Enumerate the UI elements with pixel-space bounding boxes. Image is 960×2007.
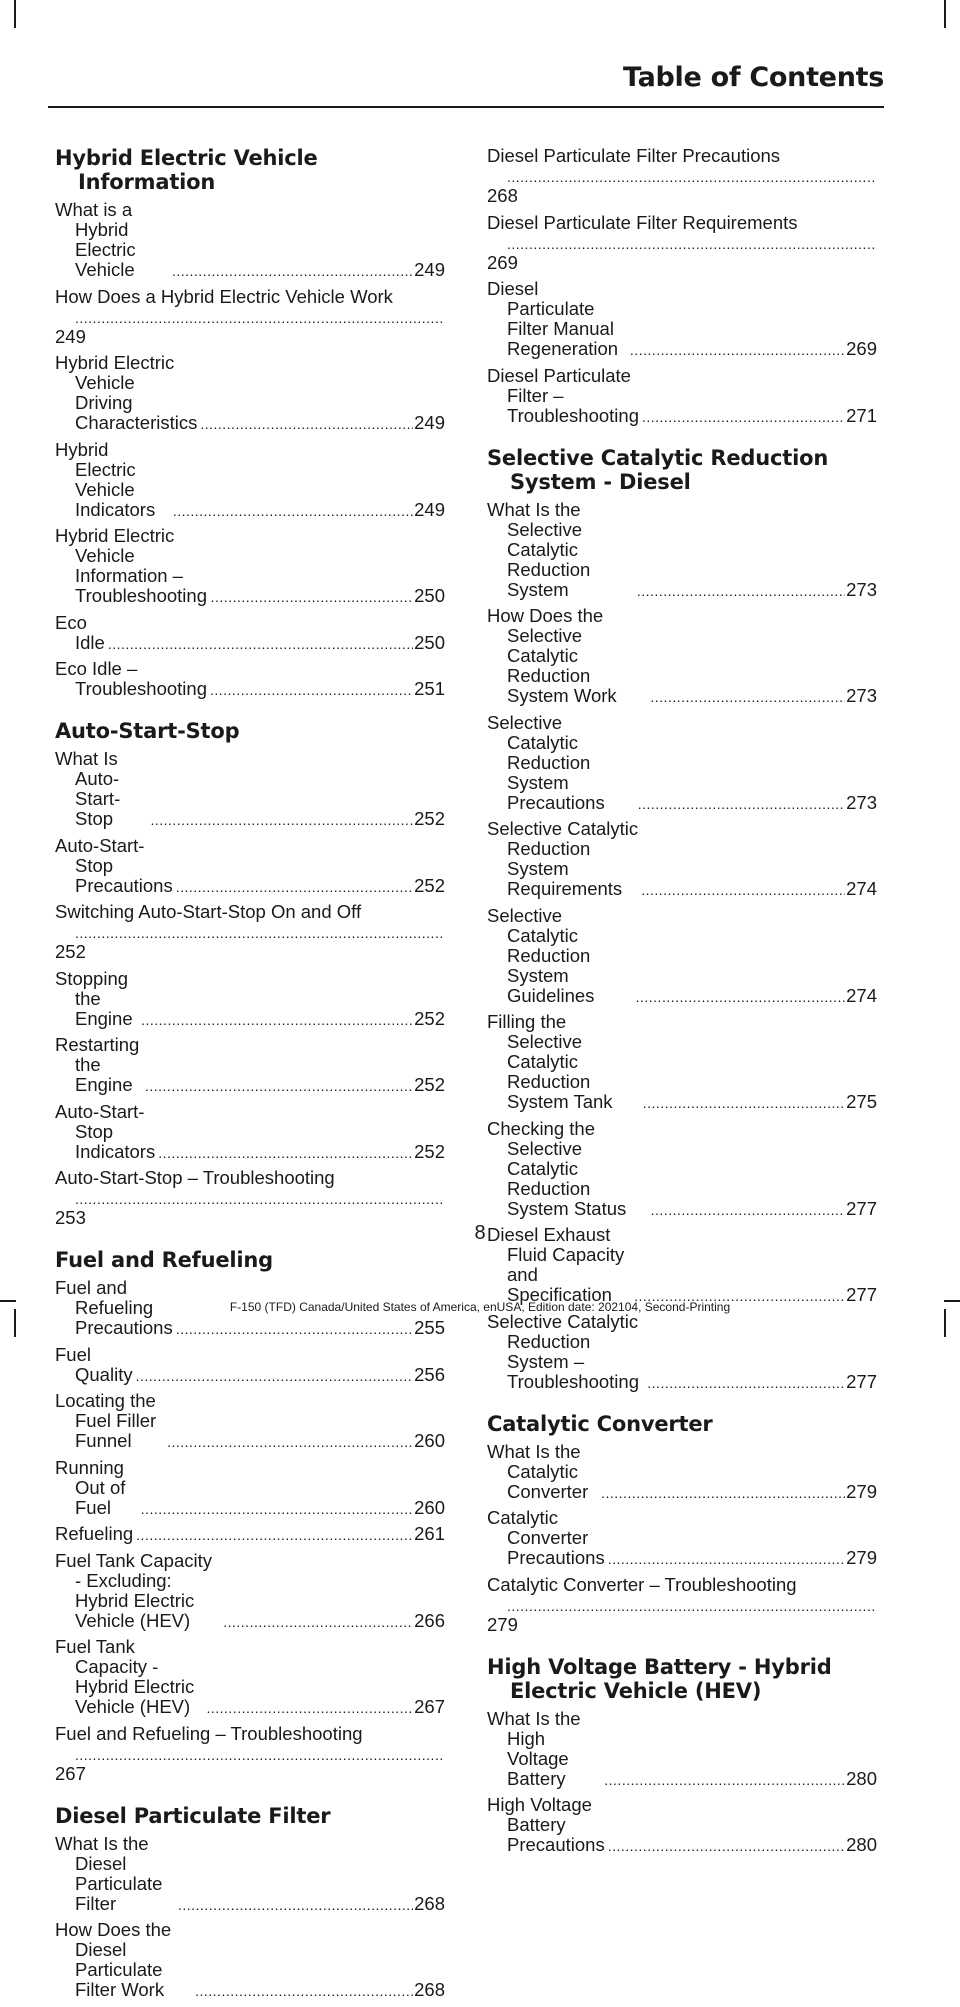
toc-entry-page: 268 — [414, 1979, 445, 2000]
toc-entry-label: Fuel and Refueling – Troubleshooting — [55, 1722, 363, 1744]
dot-leader — [647, 1372, 845, 1392]
toc-entry-label: Eco Idle — [55, 611, 105, 653]
section-heading: Fuel and Refueling — [55, 1248, 273, 1272]
dot-leader — [141, 1009, 413, 1029]
toc-entry[interactable] — [55, 1102, 445, 1162]
toc-entry-page: 249 — [414, 498, 445, 520]
toc-entry-page: 277 — [846, 1370, 877, 1392]
dot-leader — [145, 1075, 413, 1095]
toc-entry-label: What Is the Catalytic Converter — [487, 1440, 589, 1502]
toc-entry-page: 277 — [846, 1197, 877, 1219]
toc-entry-label: Fuel Tank Capacity - Hybrid Electric Vehicle (HEV) — [55, 1636, 195, 1717]
toc-entry-page: 252 — [414, 1074, 445, 1095]
toc-entry-page: 250 — [414, 585, 445, 606]
toc-entry-label: Diesel Particulate Filter Manual Regeneration — [487, 278, 619, 359]
toc-entry[interactable] — [55, 200, 445, 280]
dot-leader — [178, 1894, 413, 1914]
toc-entry[interactable] — [487, 1119, 877, 1219]
dot-leader — [608, 1548, 845, 1568]
toc-entry-label: Running Out of Fuel — [55, 1456, 126, 1518]
toc-entry-page: 260 — [414, 1496, 445, 1518]
toc-entry[interactable] — [55, 1724, 445, 1784]
toc-entry-page: 269 — [487, 251, 518, 273]
toc-entry-page: 268 — [487, 185, 518, 206]
toc-entry-page: 266 — [414, 1609, 445, 1631]
dot-leader — [642, 406, 845, 426]
toc-entry-label: How Does the Selective Catalytic Reduction System Work — [487, 605, 617, 706]
toc-entry[interactable] — [55, 659, 445, 699]
toc-entry-page: 279 — [846, 1480, 877, 1502]
toc-entry[interactable] — [55, 1637, 445, 1717]
toc-entry-label: Diesel Particulate Filter Precautions — [487, 145, 781, 166]
toc-entry-page: 273 — [846, 578, 877, 600]
dot-leader — [487, 166, 876, 186]
dot-leader — [173, 500, 413, 520]
dot-leader — [172, 260, 413, 280]
toc-section — [487, 146, 877, 426]
dot-leader — [167, 1431, 413, 1451]
toc-entry[interactable] — [55, 526, 445, 606]
toc-entry[interactable] — [487, 1442, 877, 1502]
dot-leader — [601, 1482, 845, 1502]
toc-entry-page: 249 — [55, 325, 86, 347]
dot-leader — [206, 1697, 413, 1717]
toc-entry[interactable] — [55, 1920, 445, 2000]
dot-leader — [55, 1744, 444, 1764]
toc-entry[interactable] — [487, 146, 877, 206]
toc-entry[interactable] — [55, 836, 445, 896]
dot-leader — [136, 1365, 414, 1385]
toc-entry-label: Selective Catalytic Reduction System Guidelines — [487, 904, 595, 1006]
toc-entry-page: 273 — [846, 685, 877, 706]
dot-leader — [608, 1835, 845, 1855]
toc-entry[interactable] — [487, 500, 877, 600]
toc-right-column — [487, 146, 877, 1862]
toc-section — [55, 719, 445, 1228]
toc-entry-page: 280 — [846, 1767, 877, 1789]
toc-entry[interactable] — [55, 353, 445, 433]
toc-entry-page: 271 — [846, 404, 877, 426]
toc-entry-page: 274 — [846, 878, 877, 899]
toc-entry-page: 274 — [846, 984, 877, 1006]
dot-leader — [141, 1498, 413, 1518]
toc-entry-label: Eco Idle – Troubleshooting — [55, 658, 207, 699]
toc-section — [55, 1804, 445, 2001]
crop-mark — [14, 0, 16, 28]
toc-entry-label: Hybrid Electric Vehicle Driving Characteristics — [55, 352, 198, 433]
toc-entry[interactable] — [55, 1345, 445, 1385]
dot-leader — [210, 679, 413, 699]
toc-entry-page: 250 — [414, 631, 445, 653]
toc-entry-page: 249 — [414, 412, 445, 433]
toc-entry-label: Restarting the Engine — [55, 1034, 140, 1095]
toc-entry-label: Fuel and Refueling Precautions — [55, 1277, 173, 1338]
dot-leader — [150, 809, 413, 829]
toc-entry-label: What Is the High Voltage Battery — [487, 1707, 581, 1789]
toc-entry-label: Selective Catalytic Reduction System – Troubleshooting — [487, 1310, 639, 1392]
toc-entry-label: Selective Catalytic Reduction System Precautions — [487, 711, 605, 813]
toc-entry-page: 269 — [846, 338, 877, 359]
toc-entry-label: Switching Auto-Start-Stop On and Off — [55, 901, 362, 922]
toc-entry[interactable] — [55, 969, 445, 1029]
toc-section — [55, 1248, 445, 1784]
toc-entry[interactable] — [55, 287, 445, 347]
dot-leader — [604, 1769, 845, 1789]
toc-section — [487, 1655, 877, 1856]
toc-entry-label: Auto-Start-Stop Precautions — [55, 834, 173, 896]
toc-left-column — [55, 146, 445, 2007]
toc-entry[interactable] — [487, 819, 877, 899]
toc-entry[interactable] — [55, 1168, 445, 1228]
toc-entry-label: Diesel Exhaust Fluid Capacity and Specification — [487, 1224, 625, 1305]
page-title: Table of Contents — [622, 62, 884, 93]
toc-entry-label: Fuel Tank Capacity - Excluding: Hybrid Electric Vehicle (HEV) — [55, 1549, 212, 1631]
dot-leader — [176, 876, 413, 896]
page-number: 8 — [474, 1222, 486, 1244]
toc-entry[interactable] — [55, 613, 445, 653]
toc-entry-page: 279 — [487, 1613, 518, 1635]
toc-entry-label: Stopping the Engine — [55, 967, 133, 1029]
dot-leader — [223, 1611, 413, 1631]
toc-entry-label: Filling the Selective Catalytic Reduction System Tank — [487, 1011, 613, 1112]
toc-entry-page: 249 — [414, 259, 445, 280]
toc-entry-label: Catalytic Converter Precautions — [487, 1507, 605, 1568]
dot-leader — [211, 586, 414, 606]
toc-entry[interactable] — [55, 1524, 445, 1544]
toc-entry-page: 252 — [414, 1140, 445, 1162]
dot-leader — [200, 413, 413, 433]
toc-entry-page: 260 — [414, 1430, 445, 1451]
dot-leader — [630, 339, 845, 359]
toc-entry[interactable] — [55, 1834, 445, 1914]
toc-entry-page: 255 — [414, 1317, 445, 1338]
toc-entry-page: 280 — [846, 1834, 877, 1855]
toc-entry-page: 252 — [414, 808, 445, 829]
dot-leader — [158, 1142, 413, 1162]
section-heading: High Voltage Battery - Hybrid Electric Vehicle (HEV) — [487, 1654, 832, 1703]
footer-edition: F-150 (TFD) Canada/United States of America, enUSA, Edition date: 202104, Second-Printing — [229, 1300, 731, 1314]
toc-entry[interactable] — [487, 906, 877, 1006]
toc-entry-page: 252 — [414, 1007, 445, 1029]
toc-entry[interactable] — [487, 606, 877, 706]
toc-entry-label: Catalytic Converter – Troubleshooting — [487, 1573, 797, 1595]
section-heading: Auto-Start-Stop — [55, 719, 240, 743]
toc-entry[interactable] — [487, 1012, 877, 1112]
dot-leader — [637, 580, 845, 600]
toc-entry[interactable] — [487, 366, 877, 426]
toc-entry-page: 256 — [414, 1363, 445, 1385]
dot-leader — [638, 793, 845, 813]
section-heading: Selective Catalytic Reduction System - Diesel — [487, 445, 829, 494]
toc-entry-label: Refueling — [55, 1523, 134, 1544]
toc-entry-page: 261 — [414, 1523, 445, 1544]
section-heading: Diesel Particulate Filter — [55, 1803, 331, 1828]
toc-entry-label: What Is the Selective Catalytic Reduction System — [487, 498, 591, 600]
toc-entry[interactable] — [55, 1391, 445, 1451]
dot-leader — [176, 1318, 413, 1338]
toc-entry-label: Auto-Start-Stop Indicators — [55, 1100, 156, 1162]
toc-entry-page: 267 — [55, 1762, 86, 1784]
toc-entry[interactable] — [487, 1312, 877, 1392]
toc-entry-label: What Is the Diesel Particulate Filter — [55, 1832, 163, 1914]
toc-entry-label: Diesel Particulate Filter – Troubleshooting — [487, 364, 639, 426]
toc-section — [55, 146, 445, 699]
toc-entry-page: 275 — [846, 1091, 877, 1112]
toc-entry-page: 273 — [846, 791, 877, 813]
toc-entry-label: Hybrid Electric Vehicle Information – Troubleshooting — [55, 525, 207, 606]
toc-entry-page: 252 — [55, 941, 86, 962]
dot-leader — [195, 1980, 413, 2000]
toc-section — [487, 1412, 877, 1635]
toc-entry[interactable] — [487, 1709, 877, 1789]
toc-entry-page: 251 — [414, 678, 445, 699]
toc-entry-label: Selective Catalytic Reduction System Requirements — [487, 818, 639, 899]
toc-entry-label: Checking the Selective Catalytic Reduction System Status — [487, 1117, 627, 1219]
toc-entry-label: What Is Auto-Start-Stop — [55, 748, 121, 829]
toc-entry-label: How Does the Diesel Particulate Filter Work — [55, 1919, 172, 2000]
dot-leader — [650, 686, 845, 706]
toc-entry[interactable] — [55, 1035, 445, 1095]
dot-leader — [487, 1595, 876, 1615]
toc-entry-label: Locating the Fuel Filler Funnel — [55, 1390, 157, 1451]
toc-entry[interactable] — [487, 1575, 877, 1635]
toc-entry[interactable] — [55, 749, 445, 829]
toc-section — [487, 446, 877, 1392]
header-divider — [48, 106, 884, 108]
toc-entry[interactable] — [487, 213, 877, 273]
toc-entry-page: 267 — [414, 1696, 445, 1717]
toc-entry[interactable] — [55, 1458, 445, 1518]
dot-leader — [641, 879, 845, 899]
dot-leader — [651, 1199, 845, 1219]
toc-entry-label: Auto-Start-Stop – Troubleshooting — [55, 1167, 335, 1188]
toc-entry[interactable] — [487, 279, 877, 359]
dot-leader — [108, 633, 413, 653]
dot-leader — [487, 233, 876, 253]
dot-leader — [55, 922, 444, 942]
toc-entry[interactable] — [487, 713, 877, 813]
toc-entry-page: 279 — [846, 1547, 877, 1568]
toc-entry-page: 277 — [846, 1284, 877, 1305]
toc-entry[interactable] — [55, 902, 445, 962]
toc-entry-label: How Does a Hybrid Electric Vehicle Work — [55, 285, 393, 307]
toc-entry-label: What is a Hybrid Electric Vehicle — [55, 199, 136, 280]
section-heading: Catalytic Converter — [487, 1411, 713, 1436]
toc-entry-page: 253 — [55, 1207, 86, 1228]
crop-mark — [944, 0, 946, 28]
dot-leader — [136, 1524, 413, 1544]
toc-entry[interactable] — [487, 1795, 877, 1855]
toc-entry-label: High Voltage Battery Precautions — [487, 1794, 605, 1855]
toc-entry[interactable] — [55, 440, 445, 520]
dot-leader — [55, 307, 444, 327]
dot-leader — [636, 986, 846, 1006]
toc-entry-label: Fuel Quality — [55, 1343, 133, 1385]
toc-entry[interactable] — [487, 1508, 877, 1568]
toc-entry-page: 252 — [414, 874, 445, 896]
section-heading: Hybrid Electric Vehicle Information — [55, 146, 318, 194]
dot-leader — [55, 1188, 444, 1208]
toc-entry[interactable] — [55, 1551, 445, 1631]
toc-entry-page: 268 — [414, 1892, 445, 1914]
dot-leader — [643, 1092, 845, 1112]
toc-entry-label: Diesel Particulate Filter Requirements — [487, 211, 798, 233]
toc-entry-label: Hybrid Electric Vehicle Indicators — [55, 438, 156, 520]
